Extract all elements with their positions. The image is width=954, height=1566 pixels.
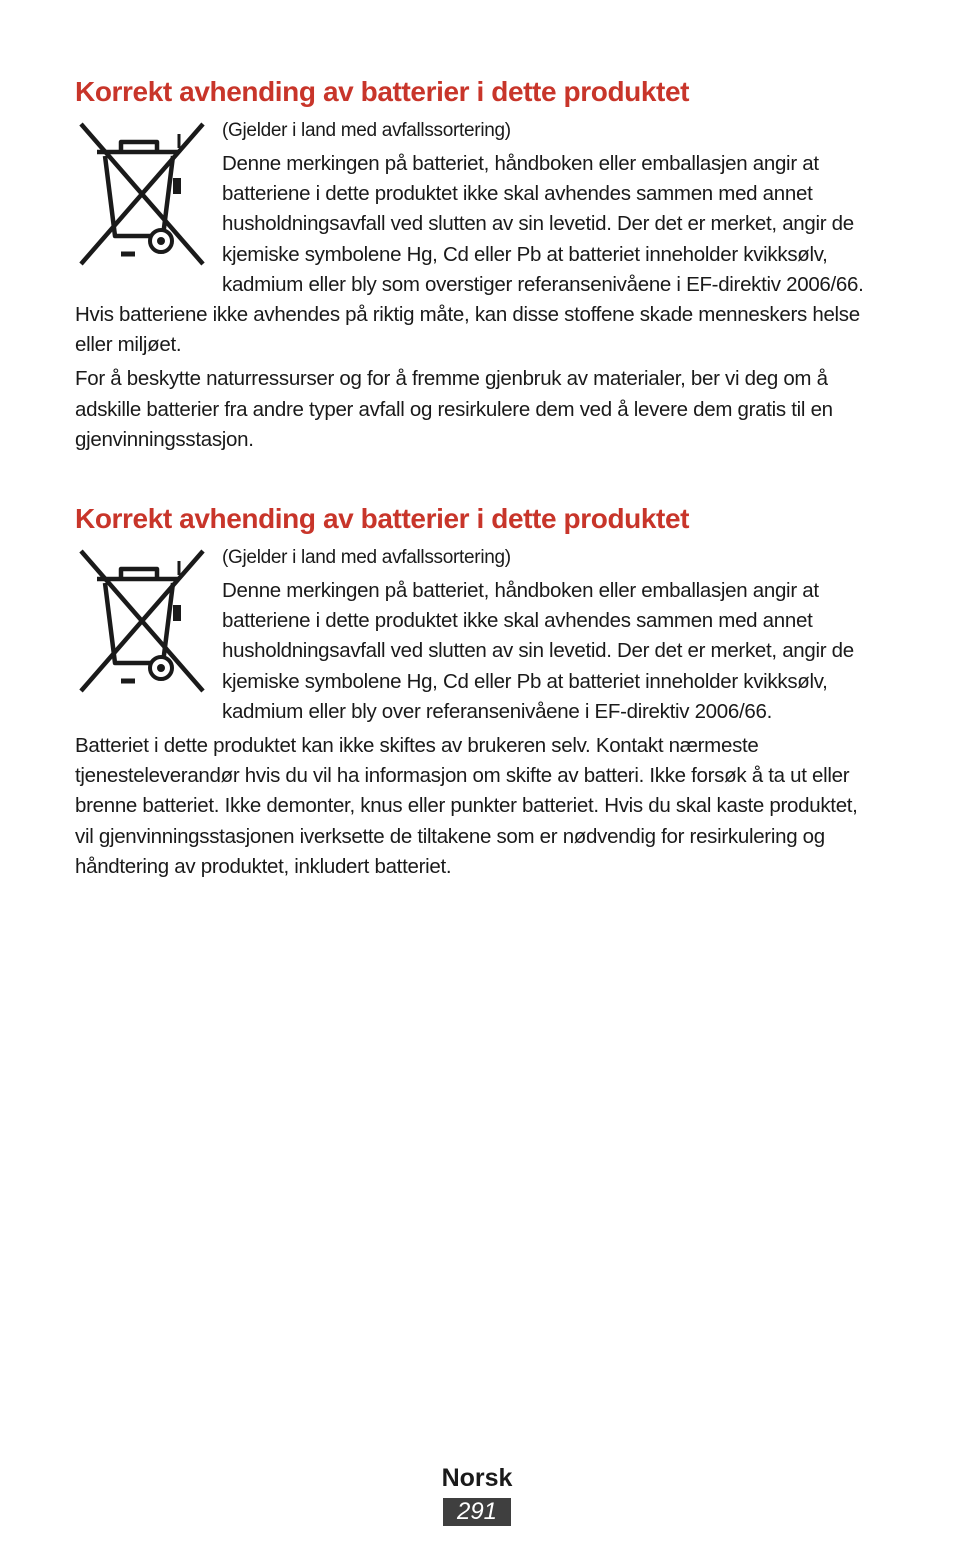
body-paragraph: Batteriet i dette produktet kan ikke skiftes av brukeren selv. Kontakt nærmeste tjenesteleverandør hvis du vil ha informasjon om skifte av batteri. Ikke forsøk å ta ut eller brenne batteriet. Ikke demonter, knus eller punkter batteriet. Hvis du skal kaste produktet, vil gjenvinningsstasjonen iverksette de tiltakene som er nødvendig for resirkulering og håndtering av produktet, inkludert batteriet. (75, 734, 858, 878)
battery-disposal-section-2 (75, 499, 881, 886)
page-number: 291 (443, 1498, 511, 1526)
body-paragraph: For å beskytte naturressurser og for å fremme gjenbruk av materialer, ber vi deg om å adskille batterier fra andre typer avfall og resirkulere dem ved å levere dem gratis til en gjenvinningsstasjon. (75, 367, 833, 451)
battery-disposal-section-1 (75, 72, 881, 459)
crossed-out-wheelie-bin-icon (75, 118, 209, 270)
applicability-note: (Gjelder i land med avfallssortering) (222, 120, 511, 141)
body-paragraph: Denne merkingen på batteriet, håndboken eller emballasjen angir at batteriene i dette produktet ikke skal avhendes sammen med annet husholdningsavfall ved slutten av sin levetid. Der det er merket, angir de kjemiske symbolene Hg, Cd eller Pb at batteriet inneholder kvikksølv, kadmium eller bly som overstiger referansenivåene i EF-direktiv 2006/66. Hvis batteriene ikke avhendes på riktig måte, kan disse stoffene skade menneskers helse eller miljøet. (75, 152, 864, 357)
crossed-out-wheelie-bin-icon (75, 545, 209, 697)
section-heading: Korrekt avhending av batterier i dette produktet (75, 76, 690, 107)
section-heading: Korrekt avhending av batterier i dette produktet (75, 503, 690, 534)
language-label: Norsk (441, 1464, 513, 1492)
page-footer (0, 1460, 954, 1526)
body-paragraph: Denne merkingen på batteriet, håndboken eller emballasjen angir at batteriene i dette produktet ikke skal avhendes sammen med annet husholdningsavfall ved slutten av sin levetid. Der det er merket, angir de kjemiske symbolene Hg, Cd eller Pb at batteriet inneholder kvikksølv, kadmium eller bly over referansenivåene i EF-direktiv 2006/66. (222, 579, 854, 723)
applicability-note: (Gjelder i land med avfallssortering) (222, 547, 511, 568)
